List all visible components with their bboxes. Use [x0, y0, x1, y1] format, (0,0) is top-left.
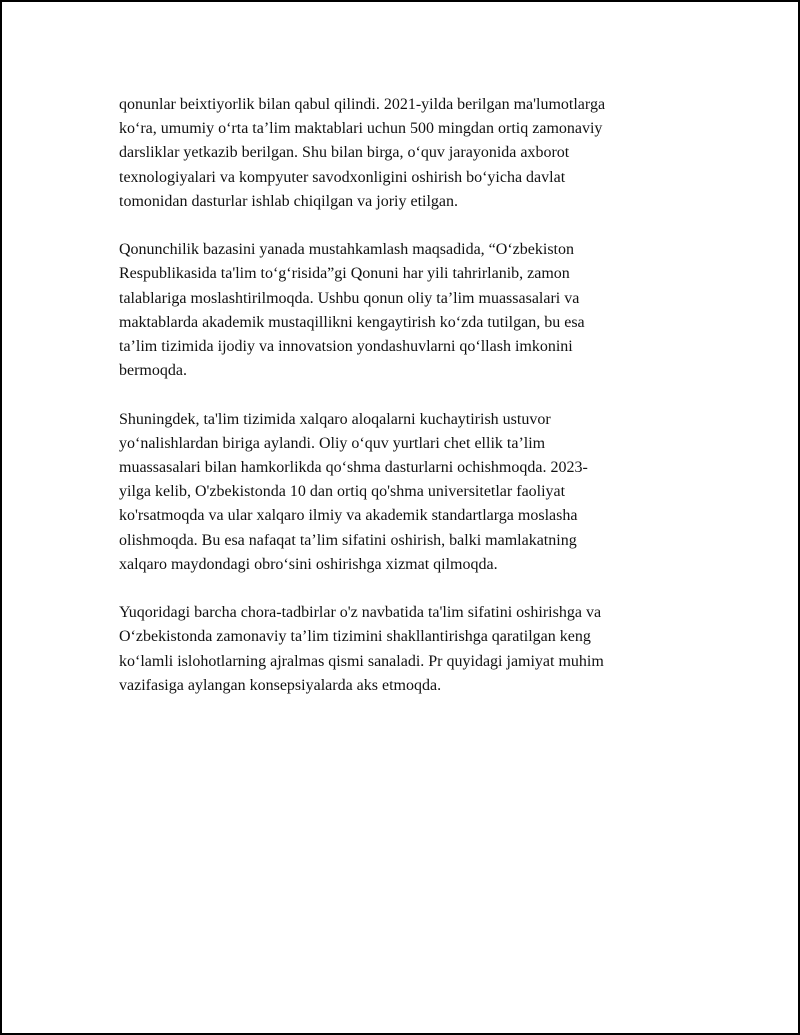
paragraph-2: Qonunchilik bazasini yanada mustahkamlash maqsadida, “O‘zbekiston Respublikasida ta'lim to‘g‘risida”gi Qonuni har yili tahrirlanib, zamon talablariga moslashtirilmoqda. Ushbu qonun oliy ta’lim muassasalari va maktablarda akademik mustaqillikni kengaytirish ko‘zda tutilgan, bu esa ta’lim tizimida ijodiy va innovatsion yondashuvlarni qo‘llash imkonini bermoqda. — [119, 241, 585, 380]
document-body — [119, 93, 681, 722]
paragraph-4: Yuqoridagi barcha chora-tadbirlar o'z navbatida ta'lim sifatini oshirishga va O‘zbekistonda zamonaviy ta’lim tizimini shakllantirishga qaratilgan keng ko‘lamli islohotlarning ajralmas qismi sanaladi. Pr quyidagi jamiyat muhim vazifasiga aylangan konsepsiyalarda aks etmoqda. — [119, 604, 604, 694]
paragraph-1: qonunlar beixtiyorlik bilan qabul qilindi. 2021-yilda berilgan ma'lumotlarga ko‘ra, umumiy o‘rta ta’lim maktablari uchun 500 mingdan ortiq zamonaviy darsliklar yetkazib berilgan. Shu bilan birga, o‘quv jarayonida axborot texnologiyalari va kompyuter savodxonligini oshirish bo‘yicha davlat tomonidan dasturlar ishlab chiqilgan va joriy etilgan. — [119, 96, 606, 210]
paragraph-3: Shuningdek, ta'lim tizimida xalqaro aloqalarni kuchaytirish ustuvor yo‘nalishlardan biriga aylandi. Oliy o‘quv yurtlari chet ellik ta’lim muassasalari bilan hamkorlikda qo‘shma dasturlarni ochishmoqda. 2023- yilga kelib, O'zbekistonda 10 dan ortiq qo'shma universitetlar faoliyat ko'rsatmoqda va ular xalqaro ilmiy va akademik standartlarga moslasha olishmoqda. Bu esa nafaqat ta’lim sifatini oshirish, balki mamlakatning xalqaro maydondagi obro‘sini oshirishga xizmat qilmoqda. — [119, 410, 588, 573]
